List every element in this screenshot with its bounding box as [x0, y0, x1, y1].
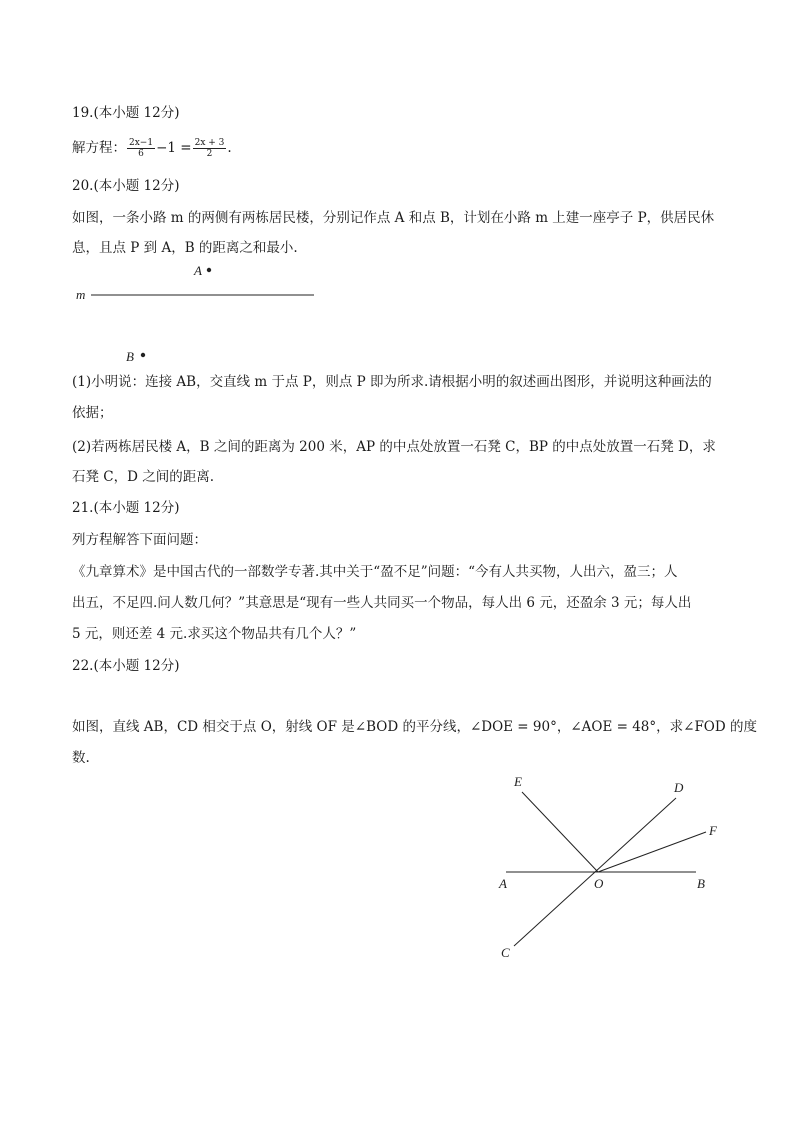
ray-OE — [522, 792, 598, 872]
q20-part2-line2: 石凳 C，D 之间的距离. — [72, 469, 215, 485]
q19-equation — [72, 138, 232, 159]
label-D: D — [674, 780, 684, 795]
label-C: C — [501, 945, 510, 960]
label-O: O — [594, 876, 604, 891]
q21-line2: 出五，不足四.问人数几何？”其意思是“现有一些人共同买一个物品，每人出 6 元，还盈余 3 元；每人出 — [72, 595, 692, 611]
q21-line3: 5 元，则还差 4 元.求买这个物品共有几个人？” — [72, 626, 357, 642]
q20-text-line1: 如图，一条小路 m 的两侧有两栋居民楼，分别记作点 A 和点 B，计划在小路 m 上建一座亭子 P，供居民休 — [72, 210, 715, 226]
q22-angle-figure — [490, 768, 730, 968]
q22-line2: 数. — [72, 750, 90, 766]
point-A-dot — [207, 268, 211, 272]
q22-header: 22.(本小题 12分) — [72, 658, 180, 674]
ray-OF — [598, 832, 706, 872]
label-B: B — [697, 876, 705, 891]
q21-intro: 列方程解答下面问题： — [72, 532, 207, 548]
q20-part2-line1: (2)若两栋居民楼 A，B 之间的距离为 200 米，AP 的中点处放置一石凳 C，BP 的中点处放置一石凳 D，求 — [72, 439, 716, 455]
q20-label-m: m — [76, 287, 86, 302]
q20-label-A: A — [194, 263, 202, 278]
q20-figure — [0, 258, 400, 368]
q20-label-B: B — [126, 349, 134, 364]
q21-header: 21.(本小题 12分) — [72, 500, 180, 516]
q20-header: 20.(本小题 12分) — [72, 178, 180, 194]
q19-fraction-left — [127, 138, 155, 159]
q20-text-line2: 息，且点 P 到 A，B 的距离之和最小. — [72, 240, 298, 256]
label-A: A — [499, 876, 507, 891]
q19-fraction-right — [193, 138, 227, 159]
q19-header: 19.(本小题 12分) — [72, 105, 180, 121]
label-E: E — [514, 774, 522, 789]
q22-line1: 如图，直线 AB，CD 相交于点 O，射线 OF 是∠BOD 的平分线，∠DOE = 90°，∠AOE = 48°，求∠FOD 的度 — [72, 719, 757, 735]
q19-frac1-denominator: 6 — [138, 149, 144, 159]
q19-frac2-denominator: 2 — [206, 149, 213, 159]
label-F: F — [709, 823, 717, 838]
q20-part1-line1: (1)小明说：连接 AB，交直线 m 于点 P，则点 P 即为所求.请根据小明的叙述画出图形，并说明这种画法的 — [72, 374, 712, 390]
q19-prompt: 解方程： — [72, 140, 126, 156]
q19-frac1-numerator: 2x−1 — [129, 138, 154, 148]
q21-line1: 《九章算术》是中国古代的一部数学专著.其中关于“盈不足”问题：“今有人共买物，人出六，盈三；人 — [72, 564, 678, 580]
q19-frac2-numerator: 2x + 3 — [194, 138, 225, 148]
q20-part1-line2: 依据； — [72, 405, 113, 421]
q19-mid: −1 = — [156, 140, 192, 156]
point-B-dot — [141, 353, 145, 357]
q19-end: . — [227, 140, 232, 156]
